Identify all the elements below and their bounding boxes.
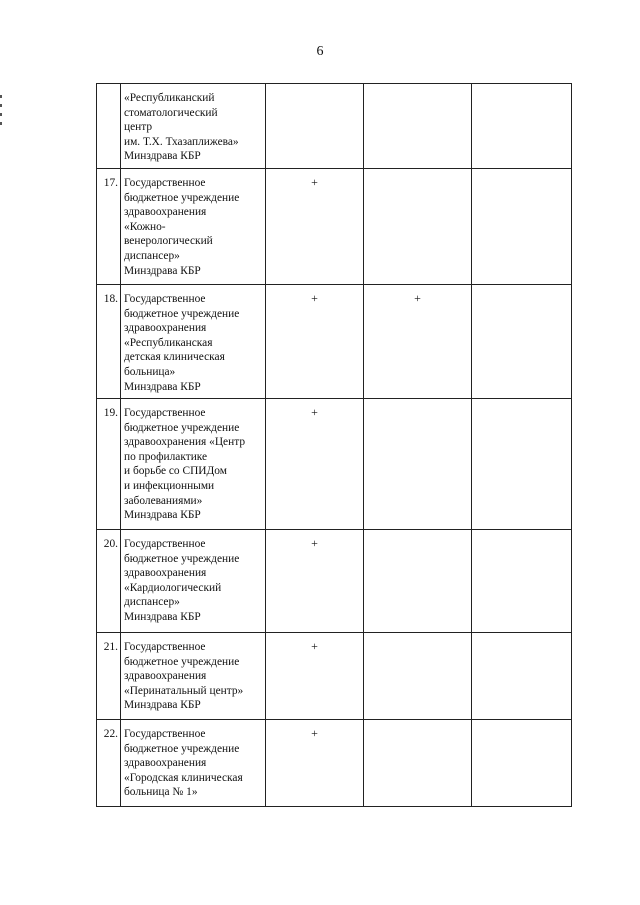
table-row [97,399,572,530]
row-number: 18. [97,285,121,399]
column-1-cell [266,285,364,399]
column-3-cell [472,399,572,530]
column-3-mark [472,720,571,727]
institution-name-text: Государственное бюджетное учреждение здравоохранения «Республиканская детская клиническая больница» Минздрава КБР [124,293,240,393]
institution-name [121,720,266,807]
column-3-mark [472,169,571,176]
margin-scan-marks [0,95,3,135]
institution-name-text: Государственное бюджетное учреждение здравоохранения «Городская клиническая больница № 1» [124,728,243,799]
table-row [97,285,572,399]
column-2-mark [364,169,471,176]
page-number: 6 [316,44,324,59]
column-1-cell [266,84,364,169]
institution-name [121,84,266,169]
institution-name-text: Государственное бюджетное учреждение здравоохранения «Перинатальный центр» Минздрава КБР [124,641,244,712]
table-row [97,84,572,169]
table-row [97,720,572,807]
column-3-cell [472,530,572,633]
column-2-mark [364,399,471,406]
column-2-mark [364,84,471,91]
column-1-mark: + [311,536,318,550]
column-3-mark [472,530,571,537]
column-1-mark: + [311,175,318,189]
column-2-mark [364,633,471,640]
column-2-mark [364,530,471,537]
row-number: 19. [97,399,121,530]
institution-name [121,399,266,530]
institution-name-text: «Республиканский стоматологический центр им. Т.Х. Тхазаплижева» Минздрава КБР [124,92,239,163]
column-2-cell [364,720,472,807]
column-3-cell [472,720,572,807]
column-1-cell [266,169,364,285]
row-number: 17. [97,169,121,285]
column-1-cell [266,530,364,633]
column-2-cell [364,285,472,399]
institutions-table [96,83,572,807]
column-2-cell [364,530,472,633]
column-2-mark: + [414,291,421,305]
column-2-cell [364,84,472,169]
institution-name-text: Государственное бюджетное учреждение здравоохранения «Центр по профилактике и борьбе со СПИДом и инфекционными заболеваниями» Минздрава КБР [124,407,246,522]
institution-name [121,285,266,399]
institution-name [121,530,266,633]
row-number [97,84,121,169]
row-number: 20. [97,530,121,633]
institution-name [121,633,266,720]
column-1-mark: + [311,726,318,740]
column-3-cell [472,169,572,285]
column-2-cell [364,169,472,285]
column-2-cell [364,633,472,720]
column-3-mark [472,633,571,640]
column-3-cell [472,84,572,169]
row-number: 21. [97,633,121,720]
column-1-mark: + [311,291,318,305]
table-row [97,169,572,285]
table-row [97,530,572,633]
row-number: 22. [97,720,121,807]
institution-name-text: Государственное бюджетное учреждение здравоохранения «Кожно- венерологический диспансер» Минздрава КБР [124,177,240,277]
column-2-mark [364,720,471,727]
column-3-cell [472,633,572,720]
column-3-mark [472,285,571,292]
column-2-cell [364,399,472,530]
institution-name-text: Государственное бюджетное учреждение здравоохранения «Кардиологический диспансер» Минздрава КБР [124,538,240,623]
column-1-mark: + [311,405,318,419]
column-3-cell [472,285,572,399]
column-1-mark [266,84,363,91]
column-1-cell [266,633,364,720]
column-1-mark: + [311,639,318,653]
column-3-mark [472,399,571,406]
column-1-cell [266,720,364,807]
column-3-mark [472,84,571,91]
table-row [97,633,572,720]
institution-name [121,169,266,285]
column-1-cell [266,399,364,530]
